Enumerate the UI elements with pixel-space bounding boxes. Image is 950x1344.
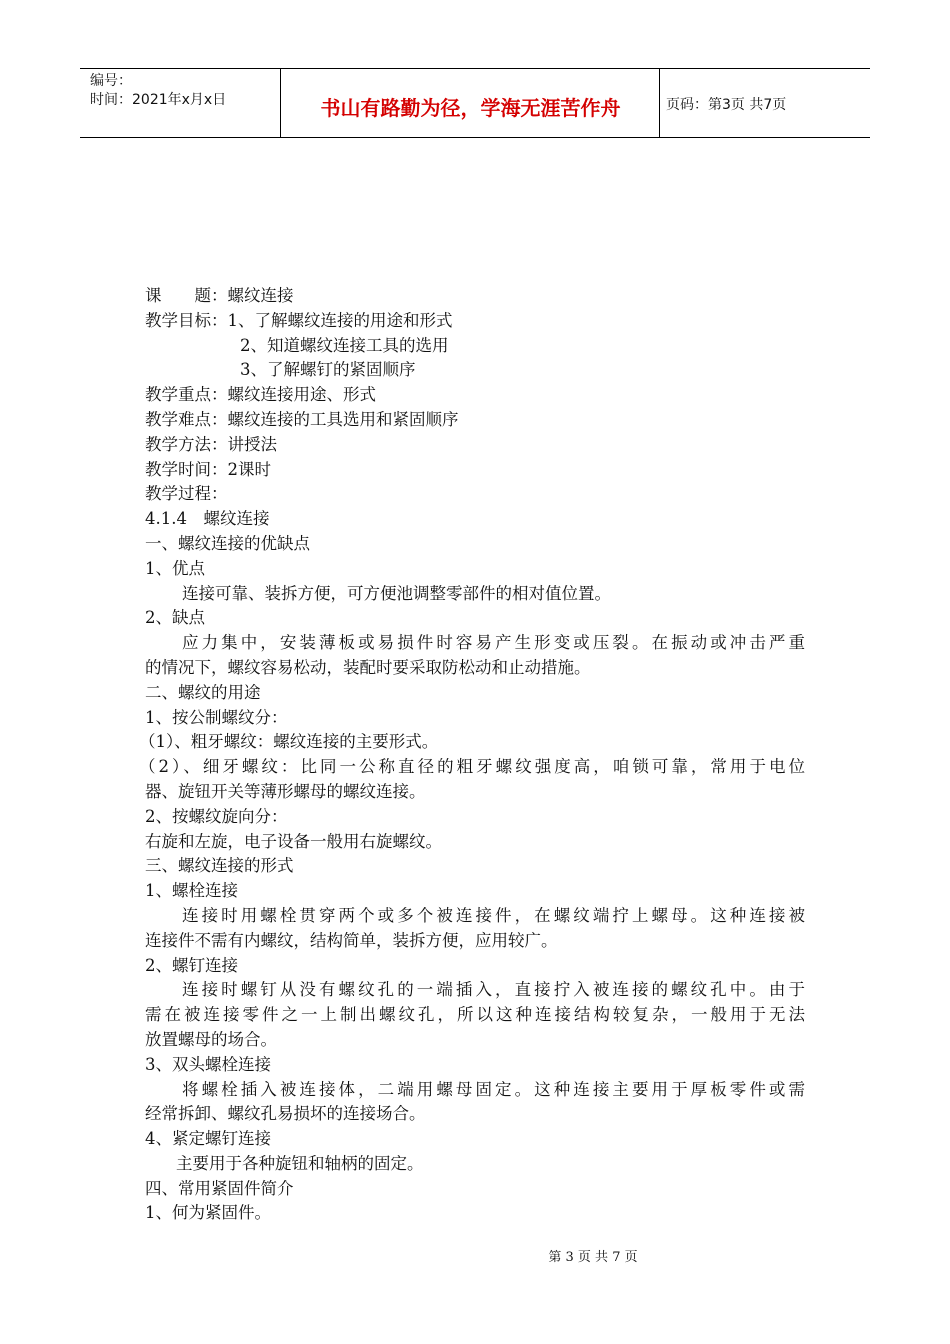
header-info-cell	[80, 69, 281, 137]
subheading: 1、螺栓连接	[145, 881, 238, 901]
subheading: 1、优点	[145, 558, 205, 578]
document-body	[139, 284, 805, 1226]
paragraph-line: 连接件不需有内螺纹，结构简单，装拆方便，应用较广。	[145, 930, 558, 950]
paragraph-line: 连接时用螺栓贯穿两个或多个被连接件，在螺纹端拧上螺母。这种连接被	[182, 905, 805, 925]
paragraph-line: 连接时螺钉从没有螺纹孔的一端插入，直接拧入被连接的螺纹孔中。由于	[182, 980, 805, 1000]
subheading: 2、缺点	[145, 608, 205, 628]
teaching-goal-3: 3、了解螺钉的紧固顺序	[240, 360, 416, 380]
page-footer	[0, 1246, 950, 1265]
page-number-cell	[660, 69, 870, 137]
header-table	[80, 68, 870, 138]
teaching-goal-2: 2、知道螺纹连接工具的选用	[240, 335, 449, 355]
footer-page-number: 第 3 页 共 7 页	[548, 1250, 638, 1265]
paragraph-line: 连接可靠、装拆方便，可方便池调整零部件的相对值位置。	[182, 583, 611, 603]
subheading: 1、何为紧固件。	[145, 1203, 271, 1223]
paragraph-line: 需在被连接零件之一上制出螺纹孔，所以这种连接结构较复杂，一般用于无法	[145, 1005, 805, 1025]
subheading: 2、螺钉连接	[145, 955, 238, 975]
heading-1: 一、螺纹连接的优缺点	[145, 533, 310, 553]
teaching-key-point: 教学重点：螺纹连接用途、形式	[145, 385, 376, 405]
number-label: 编号：	[90, 73, 132, 89]
section-heading: 4.1.4 螺纹连接	[145, 509, 270, 529]
teaching-goal-1: 教学目标：1、了解螺纹连接的用途和形式	[145, 310, 453, 330]
paragraph-line: 放置螺母的场合。	[145, 1029, 277, 1049]
paragraph-line: 应力集中，安装薄板或易损件时容易产生形变或压裂。在振动或冲击严重	[182, 633, 805, 653]
paragraph-line: 主要用于各种旋钮和轴柄的固定。	[176, 1153, 424, 1173]
subheading: 3、双头螺栓连接	[145, 1054, 271, 1074]
lesson-topic: 课 题：螺纹连接	[145, 286, 294, 305]
teaching-difficulty: 教学难点：螺纹连接的工具选用和紧固顺序	[145, 409, 459, 429]
paragraph-line: 经常拆卸、螺纹孔易损坏的连接场合。	[145, 1104, 426, 1124]
list-item: （1）、粗牙螺纹：螺纹连接的主要形式。	[139, 732, 439, 752]
list-item: （2）、细牙螺纹：比同一公称直径的粗牙螺纹强度高，咱锁可靠，常用于电位	[139, 757, 805, 777]
heading-1: 二、螺纹的用途	[145, 682, 261, 702]
heading-1: 三、螺纹连接的形式	[145, 856, 294, 876]
paragraph-line: 器、旋钮开关等薄形螺母的螺纹连接。	[145, 781, 426, 801]
motto: 书山有路勤为径，学海无涯苦作舟	[320, 95, 621, 120]
paragraph-line: 将螺栓插入被连接体，二端用螺母固定。这种连接主要用于厚板零件或需	[182, 1079, 805, 1099]
paragraph-line: 的情况下，螺纹容易松动，装配时要采取防松动和止动措施。	[145, 657, 591, 677]
teaching-method: 教学方法：讲授法	[145, 434, 277, 454]
paragraph-line: 右旋和左旋，电子设备一般用右旋螺纹。	[145, 831, 442, 851]
subheading: 4、紧定螺钉连接	[145, 1129, 271, 1149]
page-label: 页码：第3页 共7页	[666, 97, 787, 113]
subheading: 1、按公制螺纹分：	[145, 707, 288, 727]
heading-1: 四、常用紧固件简介	[145, 1178, 294, 1198]
teaching-process: 教学过程：	[145, 484, 228, 504]
time-label: 时间：2021年x月x日	[90, 92, 227, 108]
motto-cell	[282, 69, 660, 137]
teaching-time: 教学时间：2课时	[145, 459, 271, 479]
subheading: 2、按螺纹旋向分：	[145, 806, 288, 826]
